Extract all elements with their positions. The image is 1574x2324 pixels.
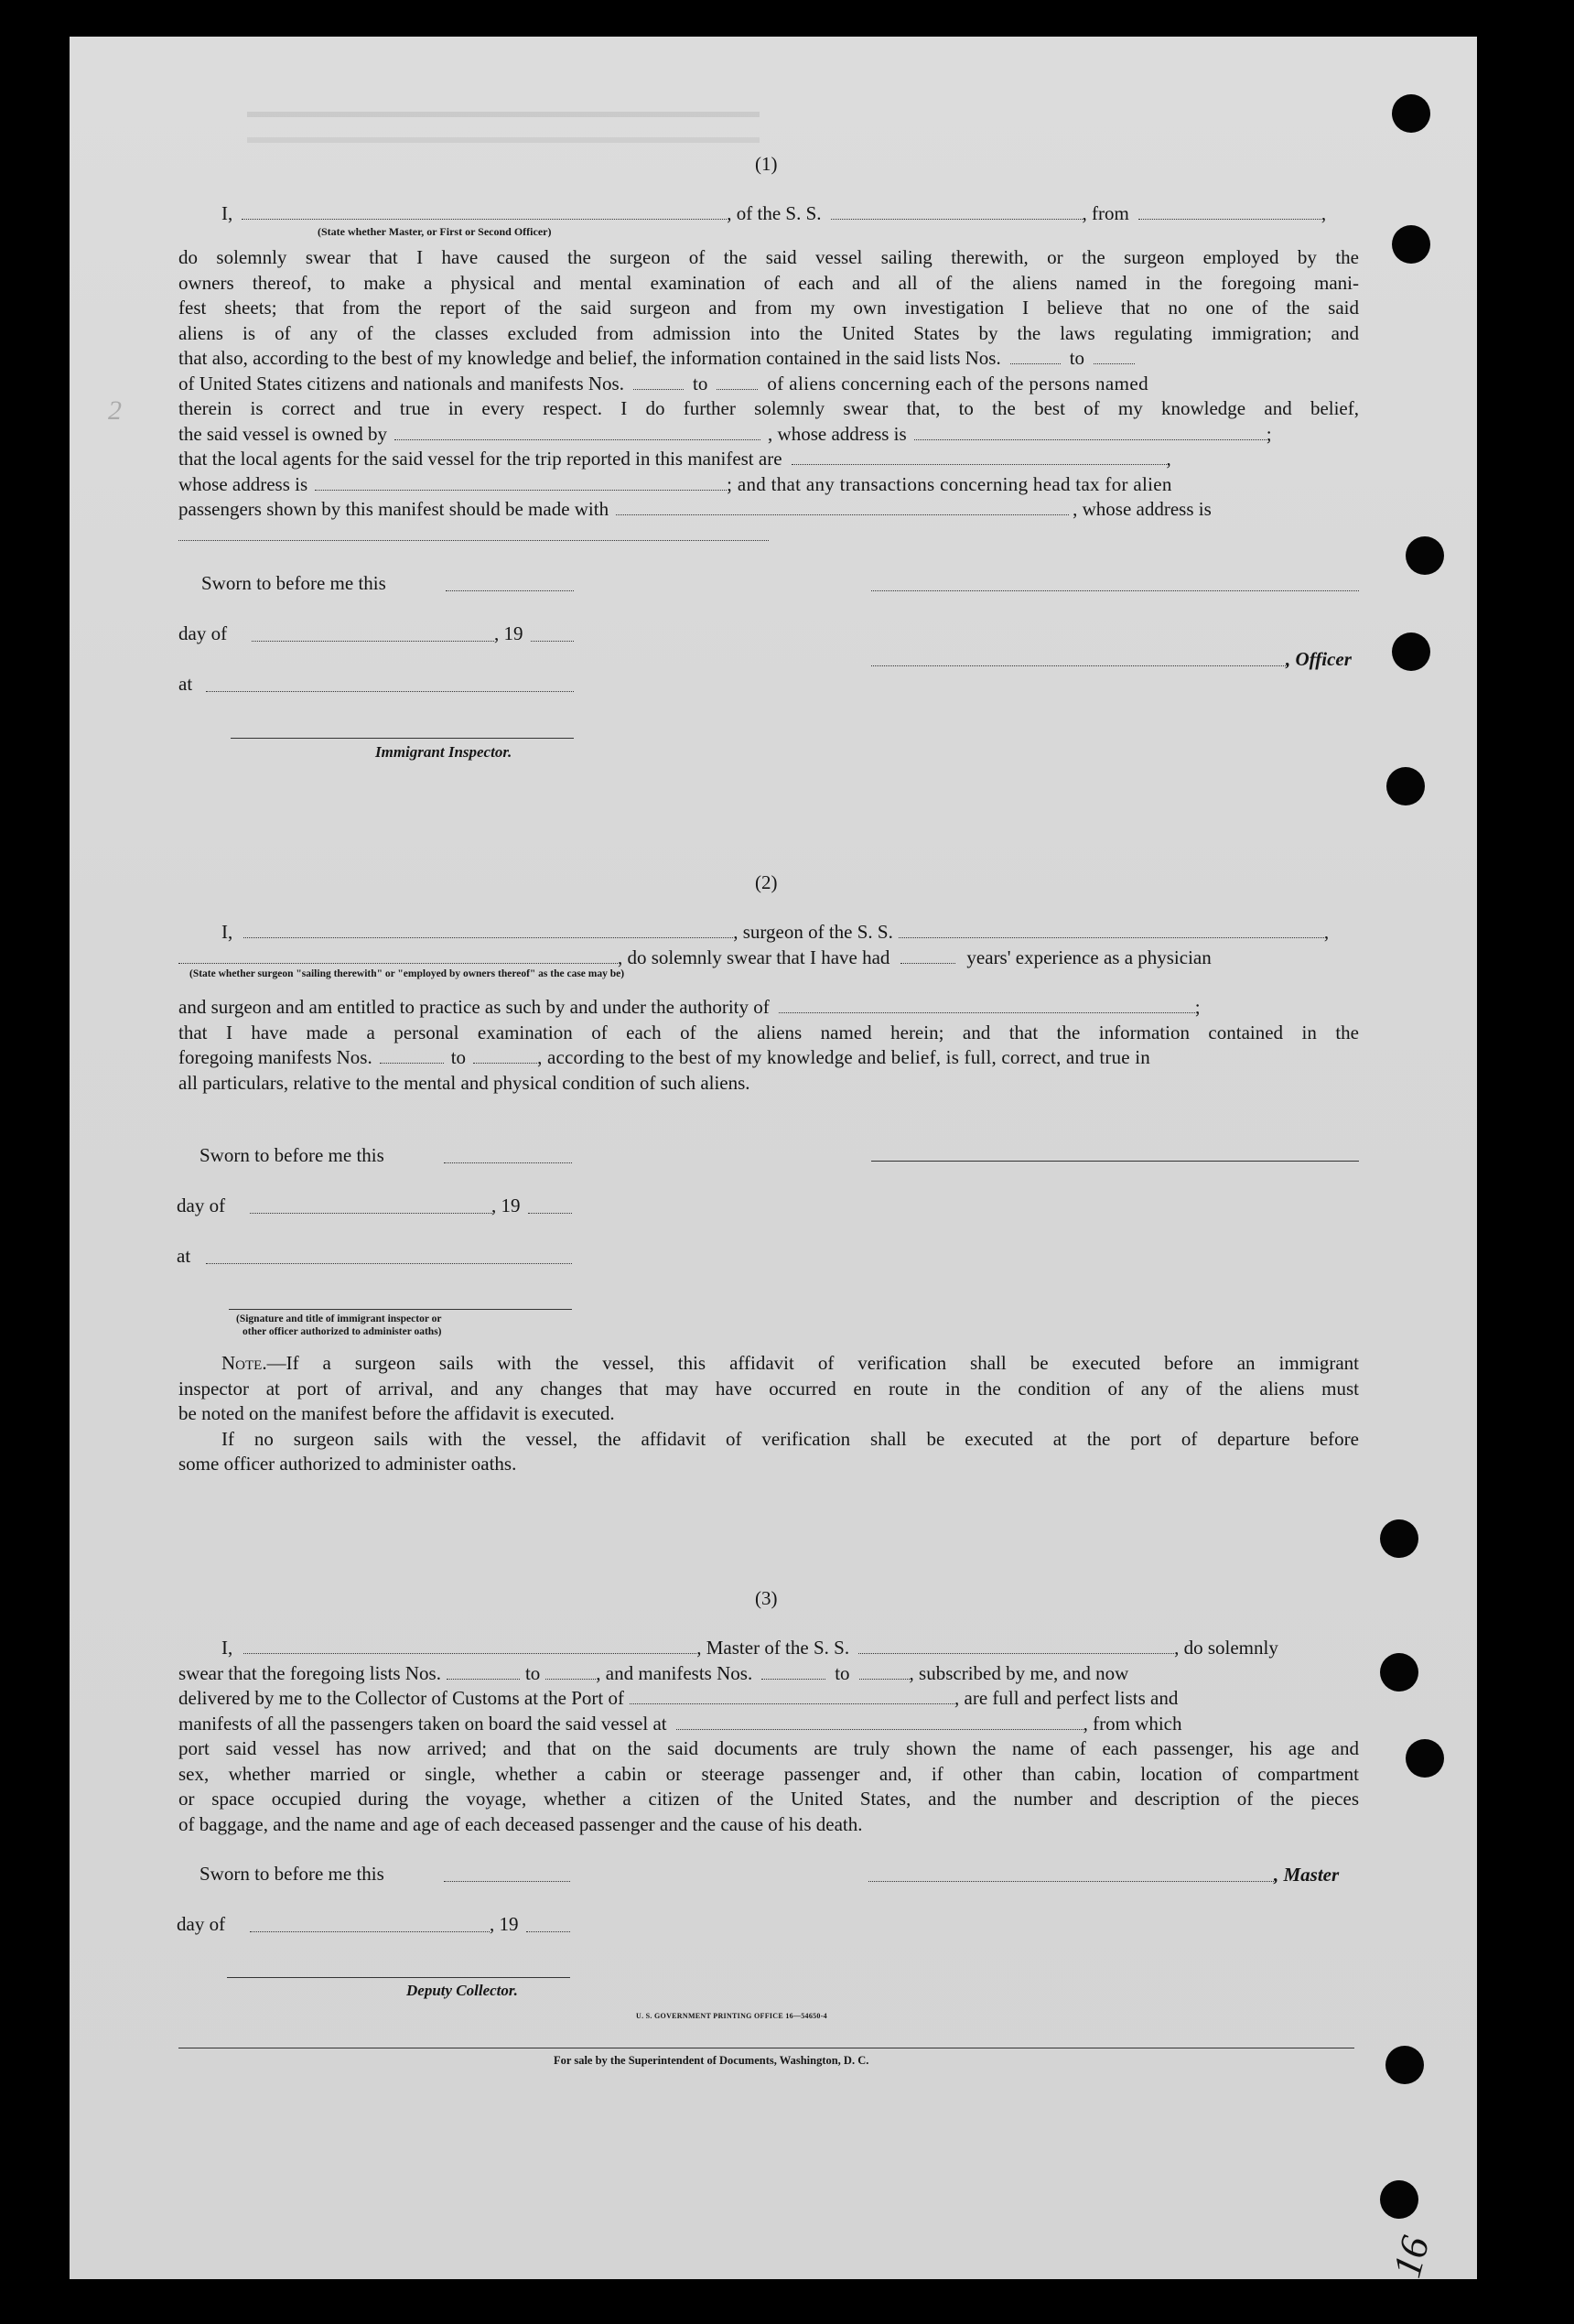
text: whose address is — [178, 472, 308, 495]
surgeon-ship-field[interactable] — [899, 921, 1324, 938]
section-1-line-12 — [178, 497, 1212, 523]
text: foregoing manifests Nos. — [178, 1046, 372, 1068]
section-1-line-2: do solemnly swear that I have caused the surgeon of the said vessel sailing therewith, or the surgeon employed by the — [178, 246, 1359, 268]
section-1-line-9 — [178, 422, 1272, 448]
punch-hole — [1380, 1653, 1418, 1692]
day-of-label-2: day of — [177, 1194, 226, 1216]
text: , subscribed by me, and now — [909, 1661, 1129, 1684]
section-3-line-1 — [221, 1636, 1278, 1661]
text: , whose address is — [1073, 498, 1212, 520]
surgeon-signature-line[interactable] — [871, 1161, 1359, 1162]
manifest-no-to-field[interactable] — [717, 373, 758, 390]
head-tax-field[interactable] — [616, 498, 1069, 515]
text: I, — [221, 921, 233, 943]
master-list-from-field[interactable] — [447, 1662, 520, 1680]
section-1-number: (1) — [755, 153, 778, 175]
sworn-day-field-3[interactable] — [444, 1881, 570, 1882]
text: I, — [221, 1637, 233, 1659]
note-line-3: be noted on the manifest before the affidavit is executed. — [178, 1402, 615, 1424]
section-3-line-7: or space occupied during the voyage, whether a citizen of the United States, and the number and description of the pieces — [178, 1788, 1359, 1810]
year-field-2[interactable] — [528, 1213, 572, 1214]
punch-hole — [1406, 536, 1444, 575]
note-2-line-2: some officer authorized to administer oaths. — [178, 1453, 517, 1475]
officer-signature-field[interactable] — [871, 590, 1359, 591]
note-line-2: inspector at port of arrival, and any changes that may have occurred en route in the condition of any of the aliens must — [178, 1377, 1359, 1400]
text: of aliens concerning each of the persons named — [767, 372, 1148, 395]
comma: , — [1323, 921, 1330, 943]
master-name-field[interactable] — [243, 1637, 696, 1654]
section-3-line-5: port said vessel has now arrived; and that on the said documents are truly shown the name of each passenger, his age and — [178, 1737, 1359, 1759]
officer-rank-caption: (State whether Master, or First or Second Officer) — [318, 225, 552, 238]
officer-label: , Officer — [1286, 648, 1352, 670]
text: I, — [221, 202, 233, 224]
day-of-field-1[interactable] — [252, 641, 494, 642]
text: ; and that any transactions concerning head tax for alien — [727, 472, 1172, 495]
section-3-line-3 — [178, 1686, 1178, 1712]
text: , surgeon of the S. S. — [733, 921, 893, 943]
margin-handwritten-mark: 2 — [108, 395, 122, 426]
section-1-line-8: therein is correct and true in every respect. I do further solemnly swear that, to the best of my knowledge and belief, — [178, 397, 1359, 419]
section-2-number: (2) — [755, 871, 778, 893]
signature-caption-2: other officer authorized to administer oaths) — [243, 1326, 442, 1337]
section-1-line-6 — [178, 346, 1359, 372]
text: , do solemnly swear that I have had — [618, 946, 890, 968]
text: , of the S. S. — [727, 202, 822, 224]
gpo-imprint: U. S. GOVERNMENT PRINTING OFFICE 16—54650-4 — [636, 2012, 827, 2020]
year-label-3: , 19 — [490, 1913, 519, 1935]
text: years' experience as a physician — [966, 946, 1212, 968]
owner-field[interactable] — [394, 423, 760, 440]
officer-rank-field[interactable] — [242, 202, 727, 220]
section-2-line-2 — [178, 946, 1212, 971]
section-1-line-10 — [178, 447, 1171, 472]
section-1-line-7 — [178, 372, 1359, 397]
inspector-signature-line[interactable] — [231, 738, 574, 739]
agent-address-field[interactable] — [315, 473, 727, 491]
section-1-line-5: aliens is of any of the classes excluded from admission into the United States by the laws regulating immigration; and — [178, 321, 1359, 344]
section-3-line-2 — [178, 1661, 1128, 1687]
corner-handwritten-mark: 16 — [1384, 2231, 1439, 2283]
note-line-1 — [221, 1351, 1359, 1377]
punch-hole — [1392, 94, 1430, 133]
at-label-1: at — [178, 673, 193, 695]
text: to — [692, 372, 708, 395]
comma: , — [1166, 448, 1171, 470]
local-agents-field[interactable] — [792, 448, 1167, 465]
sworn-label-2: Sworn to before me this — [199, 1144, 384, 1166]
section-3-line-4 — [178, 1712, 1182, 1737]
section-2-line-1 — [221, 920, 1329, 946]
text: , from — [1082, 202, 1129, 224]
sale-notice: For sale by the Superintendent of Documents, Washington, D. C. — [554, 2054, 869, 2067]
section-2-line-3 — [178, 995, 1201, 1021]
text: , Master of the S. S. — [696, 1637, 850, 1659]
text: to — [524, 1661, 541, 1684]
text: , according to the best of my knowledge and belief, is full, correct, and true in — [537, 1046, 1150, 1068]
owner-address-field[interactable] — [914, 423, 1267, 440]
comma: , — [1321, 202, 1327, 224]
officer-title-field[interactable] — [871, 665, 1288, 666]
year-label-1: , 19 — [494, 622, 523, 644]
section-1-line-1 — [221, 201, 1326, 227]
note-2-line-1: If no surgeon sails with the vessel, the affidavit of verification shall be executed at the port of departure before — [221, 1427, 1359, 1450]
years-field[interactable] — [900, 946, 955, 964]
text: , do solemnly — [1174, 1637, 1278, 1659]
surgeon-manifest-from-field[interactable] — [380, 1046, 444, 1064]
text: delivered by me to the Collector of Customs at the Port of — [178, 1687, 624, 1709]
punch-hole — [1392, 225, 1430, 264]
surgeon-status-field[interactable] — [178, 946, 618, 964]
master-manifest-to-field[interactable] — [859, 1662, 910, 1680]
port-from-field[interactable] — [1138, 202, 1321, 220]
semicolon: ; — [1194, 996, 1201, 1018]
text: , whose address is — [768, 422, 907, 445]
punch-hole — [1380, 2180, 1418, 2219]
master-manifest-from-field[interactable] — [761, 1662, 825, 1680]
punch-hole — [1386, 767, 1425, 805]
sworn-label-1: Sworn to before me this — [201, 572, 386, 594]
sworn-day-field-2[interactable] — [444, 1162, 572, 1163]
text: to — [835, 1661, 850, 1684]
surgeon-name-field[interactable] — [243, 921, 733, 938]
semicolon: ; — [1266, 422, 1272, 445]
day-of-label-1: day of — [178, 622, 228, 644]
day-of-field-2[interactable] — [250, 1213, 492, 1214]
text: , are full and perfect lists and — [954, 1687, 1179, 1709]
section-2-line-6: all particulars, relative to the mental and physical condition of such aliens. — [178, 1071, 750, 1094]
text: manifests of all the passengers taken on board the said vessel at — [178, 1712, 667, 1735]
text: , and manifests Nos. — [596, 1661, 753, 1684]
punch-hole — [1406, 1739, 1444, 1778]
year-field-1[interactable] — [531, 641, 574, 642]
text: passengers shown by this manifest should be made with — [178, 498, 609, 520]
master-ship-field[interactable] — [858, 1637, 1174, 1654]
section-1-line-11 — [178, 472, 1172, 498]
signature-caption-1: (Signature and title of immigrant inspector or — [236, 1313, 442, 1324]
surgeon-manifest-to-field[interactable] — [473, 1046, 537, 1064]
text: —If a surgeon sails with the vessel, this affidavit of verification shall be executed before an immigrant — [266, 1352, 1359, 1374]
master-label: , Master — [1274, 1864, 1340, 1886]
text: , from which — [1083, 1712, 1182, 1735]
sworn-day-field-1[interactable] — [446, 590, 574, 591]
day-of-field-3[interactable] — [250, 1931, 490, 1932]
text: to — [450, 1046, 467, 1068]
at-place-field-1[interactable] — [206, 691, 574, 692]
list-no-from-field[interactable] — [1010, 347, 1061, 364]
collector-signature-line[interactable] — [227, 1977, 570, 1978]
punch-hole — [1380, 1519, 1418, 1558]
day-of-label-3: day of — [177, 1913, 226, 1935]
bleed-through-text — [247, 112, 760, 143]
punch-hole — [1385, 2046, 1424, 2084]
port-field[interactable] — [630, 1687, 954, 1704]
section-1-line-3: owners thereof, to make a physical and mental examination of each and all of the aliens named in the foregoing mani- — [178, 271, 1359, 294]
authority-field[interactable] — [779, 996, 1195, 1013]
text: that also, according to the best of my knowledge and belief, the information contained in the said lists Nos. — [178, 347, 1001, 369]
year-field-3[interactable] — [526, 1931, 570, 1932]
surgeon-status-caption: (State whether surgeon "sailing therewith" or "employed by owners thereof" as the case may be) — [189, 968, 625, 979]
section-1-line-4: fest sheets; that from the report of the said surgeon and from my own investigation I believe that no one of the said — [178, 297, 1359, 319]
ship-name-field[interactable] — [831, 202, 1083, 220]
inspector-label: Immigrant Inspector. — [375, 743, 512, 761]
list-no-to-field[interactable] — [1094, 347, 1135, 364]
section-3-number: (3) — [755, 1587, 778, 1609]
text: of United States citizens and nationals and manifests Nos. — [178, 372, 624, 395]
inspector-signature-line-2[interactable] — [229, 1309, 572, 1310]
embark-port-field[interactable] — [676, 1713, 1083, 1730]
text: that the local agents for the said vessel for the trip reported in this manifest are — [178, 448, 782, 470]
at-label-2: at — [177, 1245, 191, 1267]
year-label-2: , 19 — [491, 1194, 521, 1216]
at-place-field-2[interactable] — [206, 1263, 572, 1264]
collector-label: Deputy Collector. — [406, 1982, 518, 1999]
note-label: Note. — [221, 1352, 267, 1374]
head-tax-address-field[interactable] — [178, 540, 769, 541]
section-3-line-8: of baggage, and the name and age of each deceased passenger and the cause of his death. — [178, 1812, 863, 1835]
text: and surgeon and am entitled to practice as such by and under the authority of — [178, 996, 770, 1018]
section-2-line-5 — [178, 1045, 1150, 1071]
text: to — [1069, 347, 1085, 369]
text: swear that the foregoing lists Nos. — [178, 1661, 441, 1684]
sworn-label-3: Sworn to before me this — [199, 1863, 384, 1885]
master-list-to-field[interactable] — [545, 1662, 596, 1680]
section-3-line-6: sex, whether married or single, whether a cabin or steerage passenger and, if other than cabin, location of compartment — [178, 1762, 1359, 1785]
section-2-line-4: that I have made a personal examination of each of the aliens named herein; and that the information contained in the — [178, 1021, 1359, 1043]
text: the said vessel is owned by — [178, 422, 388, 445]
manifest-no-from-field[interactable] — [633, 373, 684, 390]
punch-hole — [1392, 632, 1430, 671]
master-signature-field[interactable] — [868, 1881, 1274, 1882]
